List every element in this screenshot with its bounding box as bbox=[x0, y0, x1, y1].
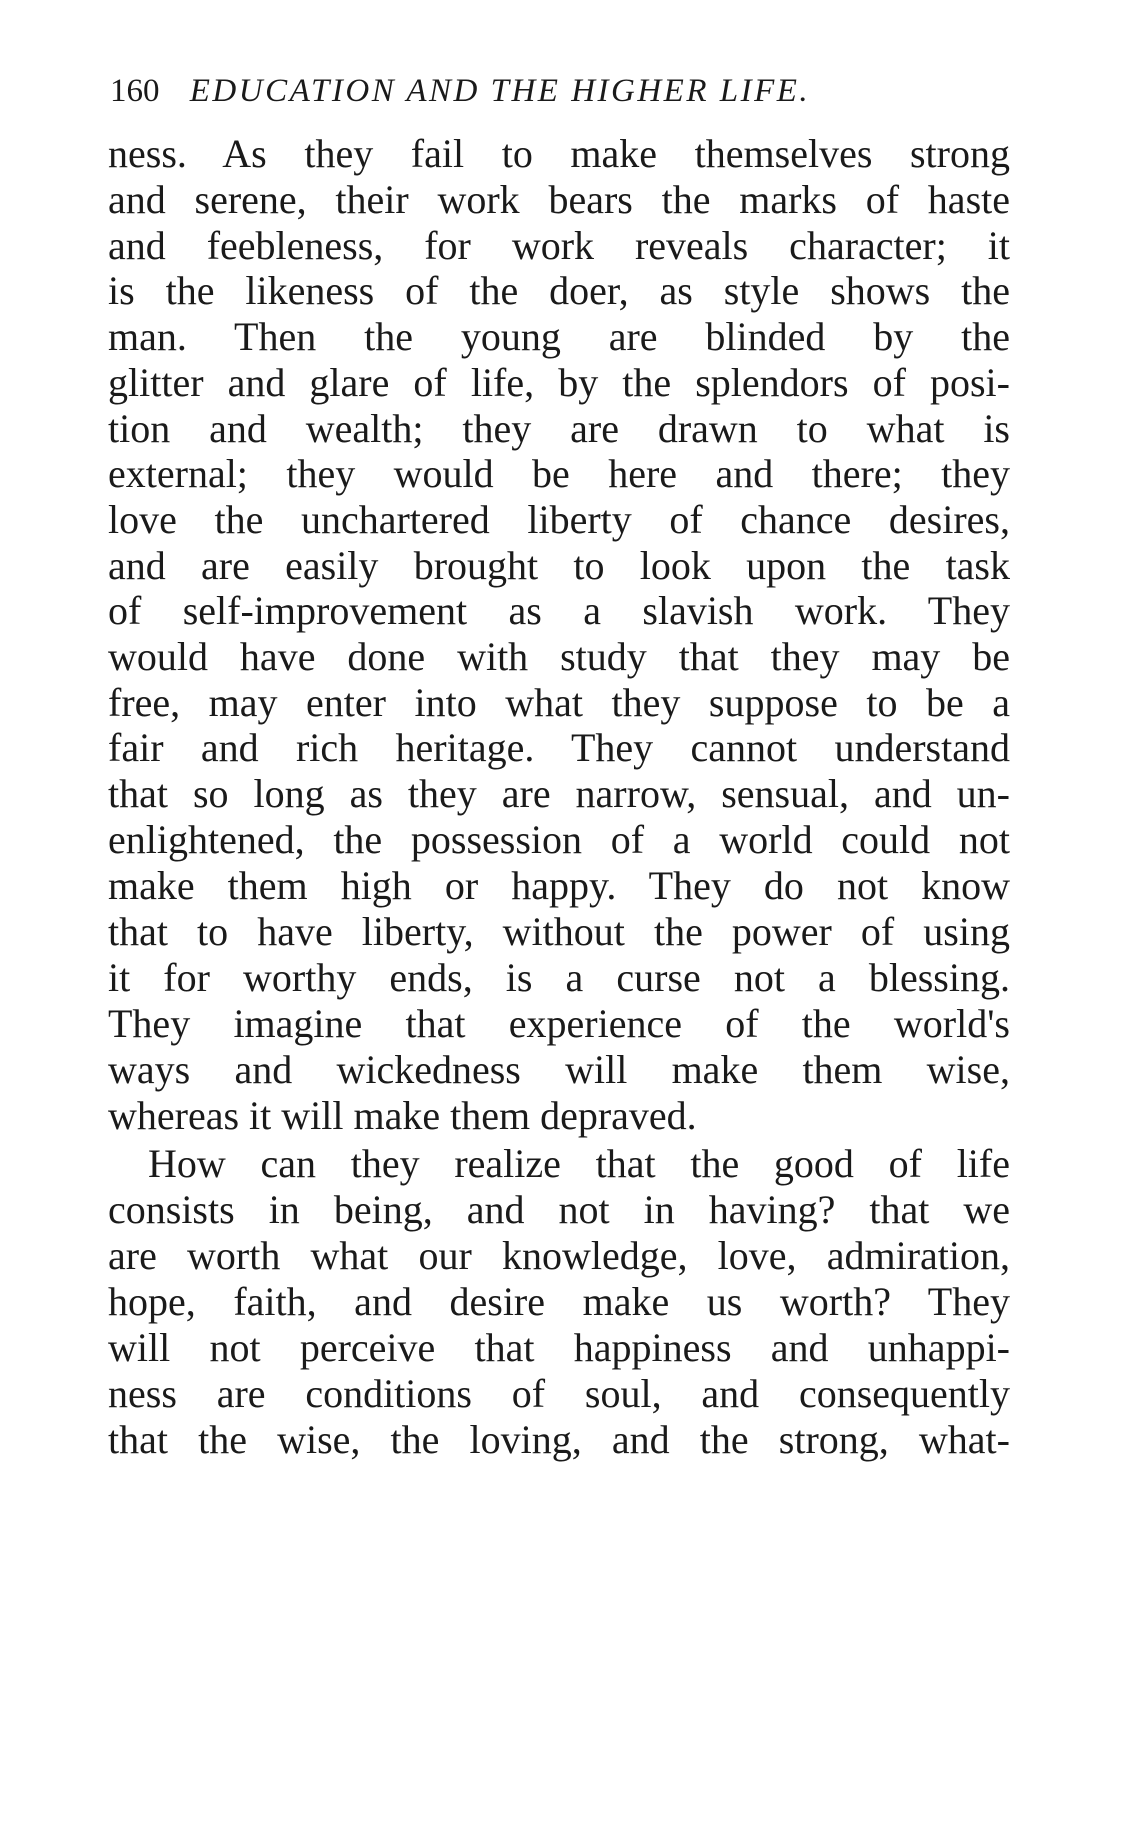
text-line: and serene, their work bears the marks of haste bbox=[108, 177, 1010, 222]
page-header bbox=[110, 66, 1010, 116]
text-line: ness. As they fail to make themselves strong bbox=[108, 131, 1010, 176]
text-line: and are easily brought to look upon the task bbox=[108, 543, 1010, 588]
text-line: that to have liberty, without the power of using bbox=[108, 909, 1010, 954]
paragraph-first-line: How can they realize that the good of life bbox=[148, 1141, 1010, 1186]
text-line: that so long as they are narrow, sensual, and un- bbox=[108, 771, 1010, 816]
text-line: is the likeness of the doer, as style shows the bbox=[108, 268, 1010, 313]
text-line: They imagine that experience of the world's bbox=[108, 1001, 1010, 1046]
text-line: enlightened, the possession of a world could not bbox=[108, 817, 1010, 862]
text-line: ness are conditions of soul, and consequently bbox=[108, 1371, 1010, 1416]
text-line: glitter and glare of life, by the splendors of posi- bbox=[108, 360, 1010, 405]
text-line: are worth what our knowledge, love, admiration, bbox=[108, 1233, 1010, 1278]
text-line: ways and wickedness will make them wise, bbox=[108, 1047, 1010, 1092]
text-line: make them high or happy. They do not know bbox=[108, 863, 1010, 908]
text-line: that the wise, the loving, and the strong, what- bbox=[108, 1417, 1010, 1462]
text-line: and feebleness, for work reveals character; it bbox=[108, 223, 1010, 268]
text-line: love the unchartered liberty of chance desires, bbox=[108, 497, 1010, 542]
text-line: hope, faith, and desire make us worth? They bbox=[108, 1279, 1010, 1324]
text-line: free, may enter into what they suppose to be a bbox=[108, 680, 1010, 725]
text-line: will not perceive that happiness and unhappi- bbox=[108, 1325, 1010, 1370]
paragraph-last-line: whereas it will make them depraved. bbox=[108, 1093, 697, 1138]
text-line: would have done with study that they may be bbox=[108, 634, 1010, 679]
text-line: it for worthy ends, is a curse not a blessing. bbox=[108, 955, 1010, 1000]
text-line: man. Then the young are blinded by the bbox=[108, 314, 1010, 359]
text-line: fair and rich heritage. They cannot understand bbox=[108, 725, 1010, 770]
text-line: consists in being, and not in having? that we bbox=[108, 1187, 1010, 1232]
page-number: 160 bbox=[110, 73, 160, 109]
running-title: EDUCATION AND THE HIGHER LIFE. bbox=[189, 73, 811, 109]
text-line: external; they would be here and there; they bbox=[108, 451, 1010, 496]
text-line: of self-improvement as a slavish work. They bbox=[108, 588, 1010, 633]
text-line: tion and wealth; they are drawn to what is bbox=[108, 406, 1010, 451]
